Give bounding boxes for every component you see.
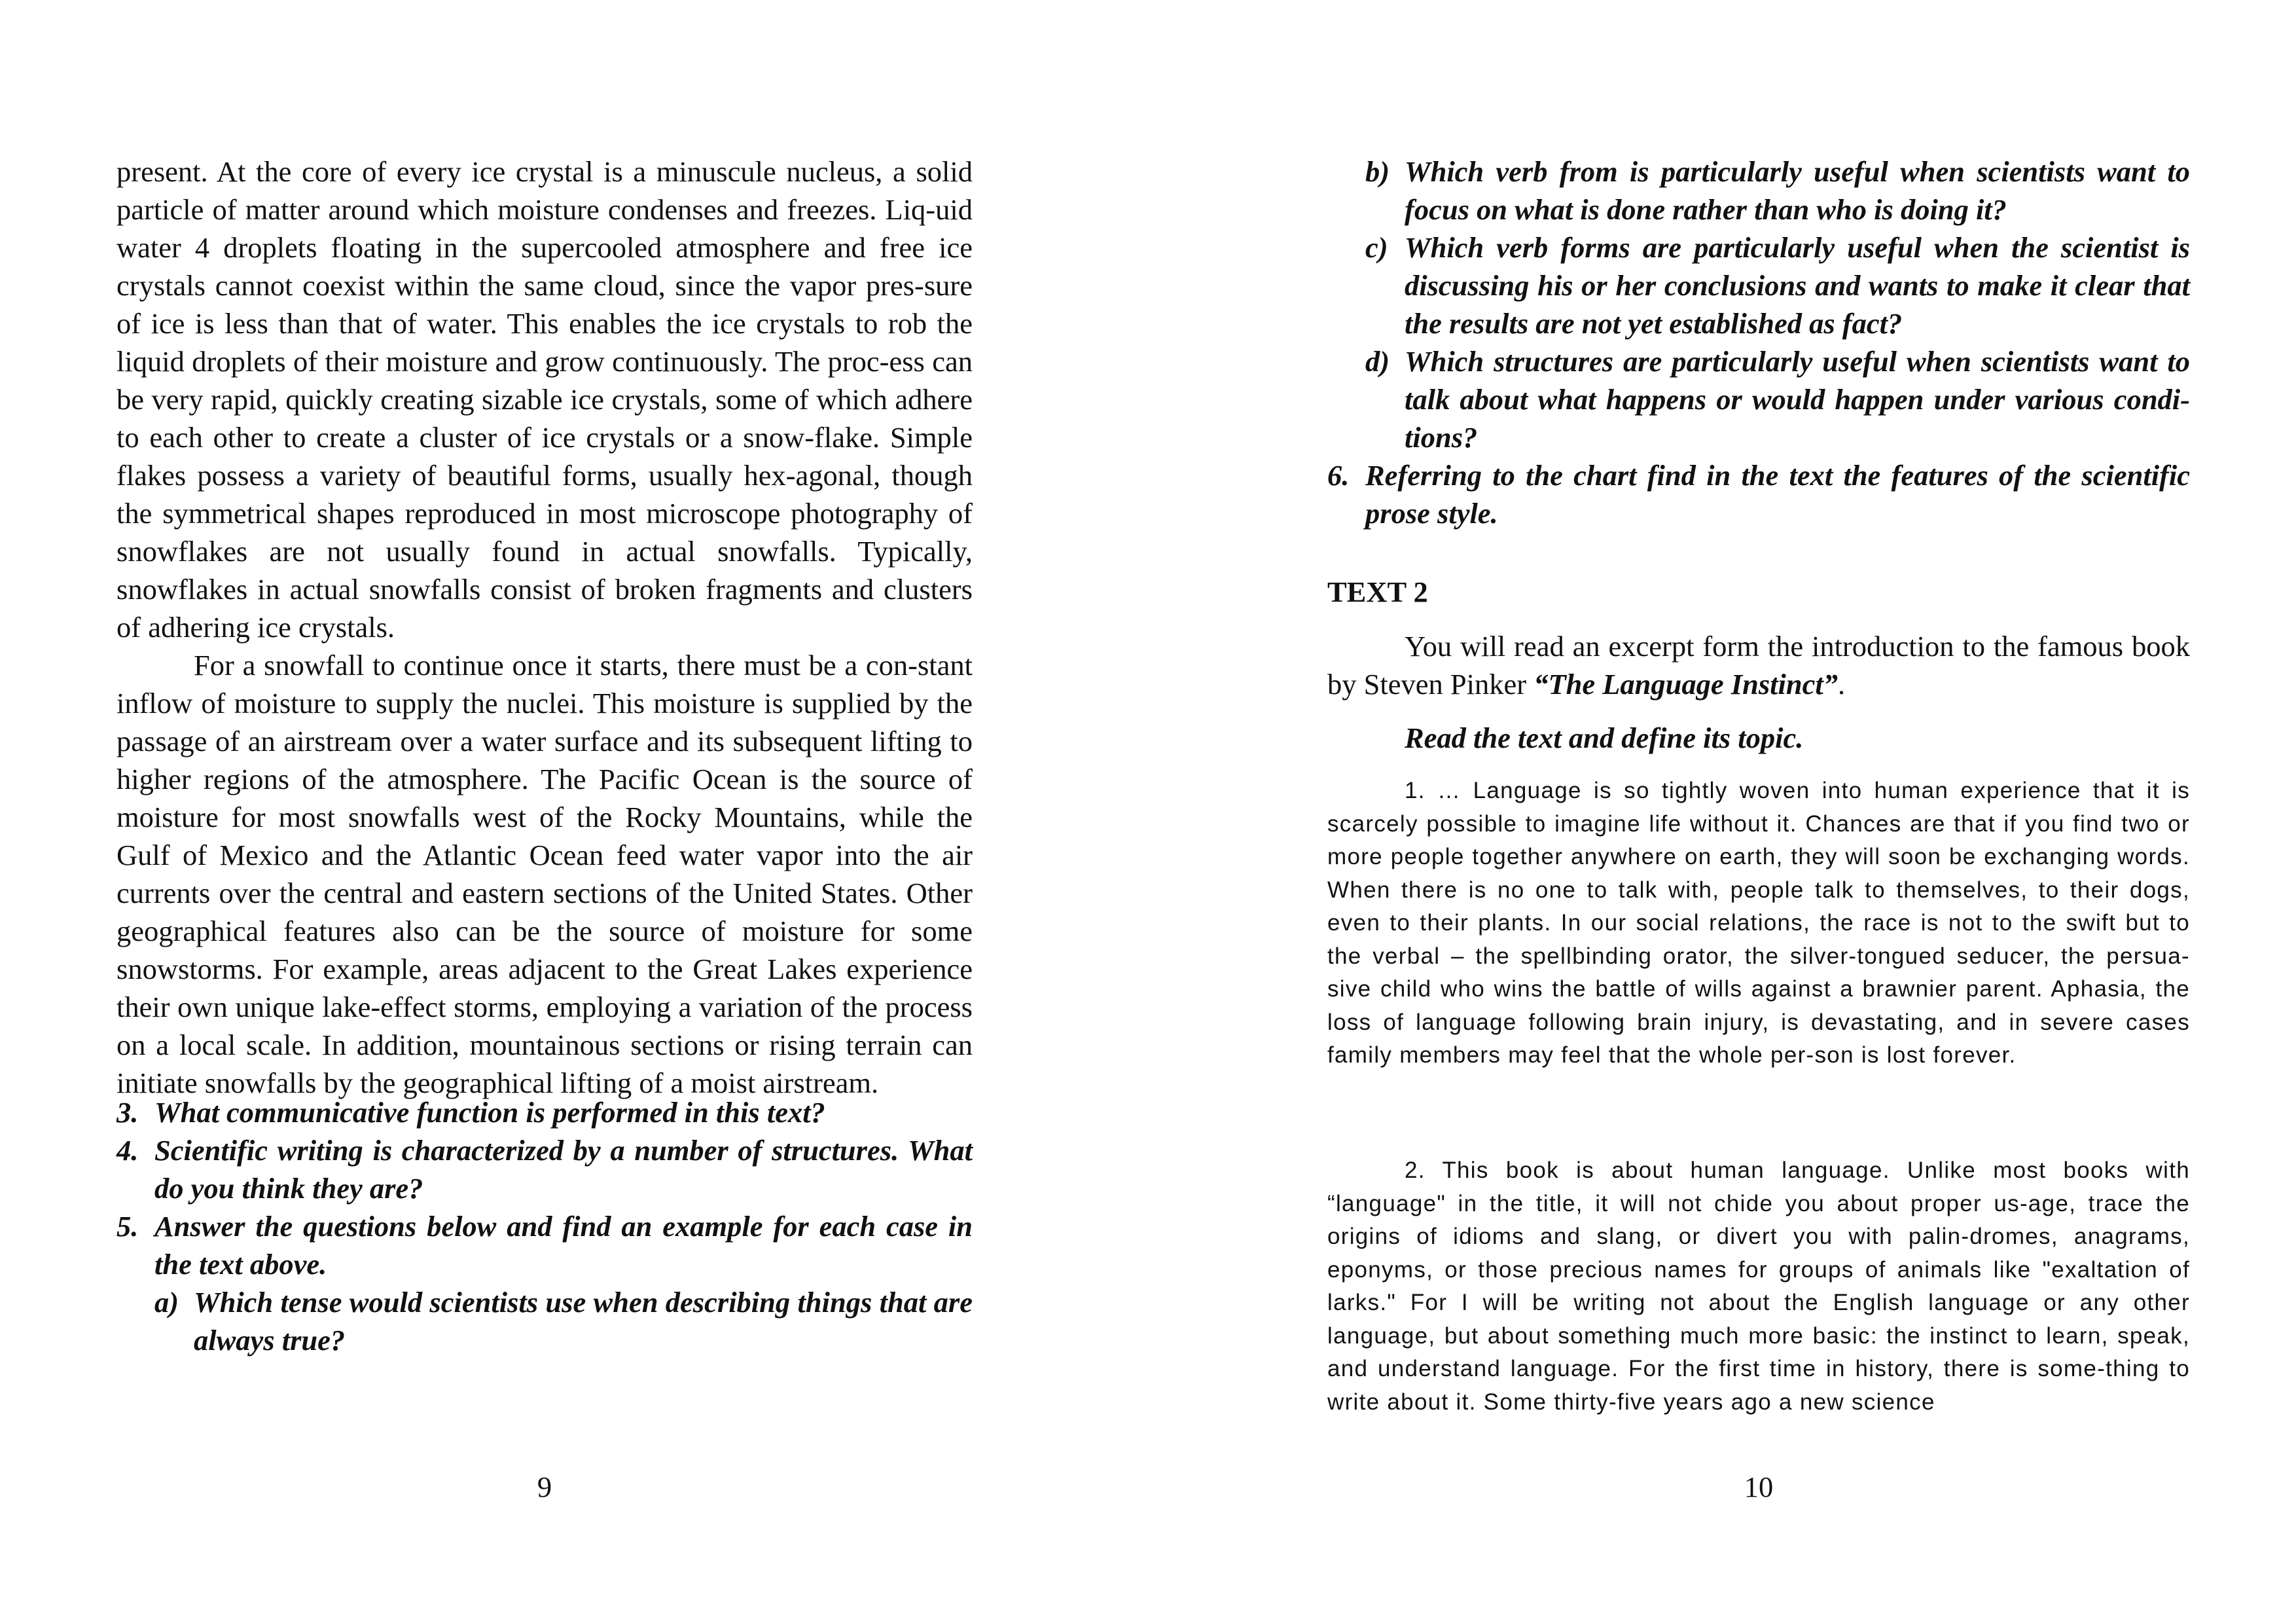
intro-paragraph — [1327, 627, 2190, 703]
question-5 — [117, 1207, 973, 1283]
sub-question-c — [1327, 228, 2190, 342]
sub-question-b — [1327, 153, 2190, 228]
task-instruction: Read the text and define its topic. — [1405, 721, 1804, 754]
question-4 — [117, 1131, 973, 1207]
question-6 — [1327, 456, 2190, 532]
question-number: 4. — [117, 1134, 139, 1167]
question-text: Answer the questions below and find an example for each case in the text above. — [154, 1210, 973, 1281]
paragraph-1: present. At the core of every ice crystal is a minuscule nucleus, a solid particle of matter around which moisture condenses and freezes. Liq-uid water 4 droplets floating in the supercooled atmosphere and free ice crystals cannot coexist within the same cloud, since the vapor pres-sure of ice is less than that of water. This enables the ice crystals to rob the liquid droplets of their moisture and grow continuously. The proc-ess can be very rapid, quickly creating sizable ice crystals, some of which adhere to each other to create a cluster of ice crystals or a snow-flake. Simple flakes possess a variety of beautiful forms, usually hex-agonal, though the symmetrical shapes reproduced in most microscope photography of snowflakes are not usually found in actual snowfalls. Typically, snowflakes in actual snowfalls consist of broken fragments and clusters of adhering ice crystals. — [117, 155, 973, 644]
excerpt-text: 1. … Language is so tightly woven into human experience that it is scarcely possible to imagine life without it. Chances are that if you find two or more people together anywhere on earth, they will soon be exchanging words. When there is no one to talk with, people talk to themselves, to their dogs, even to their plants. In our social relations, the race is not to the swift but to the verbal – the spellbinding orator, the silver-tongued seducer, the persua-sive child who wins the battle of wills against a brawnier parent. Aphasia, the loss of language following brain injury, is devastating, and in severe cases family members may feel that the whole per-son is lost forever. — [1327, 778, 2190, 1068]
section-heading: TEXT 2 — [1327, 575, 1428, 608]
question-text: Referring to the chart find in the text the features of the scientific prose style. — [1365, 459, 2190, 530]
right-page — [1327, 0, 2190, 1623]
question-text: Scientific writing is characterized by a number of structures. What do you think they are? — [154, 1134, 973, 1205]
intro-end: . — [1838, 668, 1846, 701]
paragraph-2: For a snowfall to continue once it starts, there must be a con-stant inflow of moisture to supply the nuclei. This moisture is supplied by the passage of an airstream over a water surface and its subsequent lifting to higher regions of the atmosphere. The Pacific Ocean is the source of moisture for most snowfalls west of the Rocky Mountains, while the Gulf of Mexico and the Atlantic Ocean feed water vapor into the air currents over the central and eastern sections of the United States. Other geographical features also can be the source of moisture for some snowstorms. For example, areas adjacent to the Great Lakes experience their own unique lake-effect storms, employing a variation of the process on a local scale. In addition, mountainous sections or rising terrain can initiate snowfalls by the geographical lifting of a moist airstream. — [117, 649, 973, 1099]
sub-question-a — [117, 1283, 973, 1359]
page-number: 9 — [537, 1470, 552, 1503]
sub-question-text: Which structures are particularly useful when scientists want to talk about what happens or would happen under various condi-tions? — [1405, 345, 2190, 454]
sub-question-text: Which tense would scientists use when describing things that are always true? — [194, 1286, 973, 1357]
question-list — [117, 1093, 973, 1359]
sub-question-letter: b) — [1365, 155, 1390, 188]
question-3 — [117, 1093, 973, 1131]
sub-question-letter: d) — [1365, 345, 1390, 378]
snowfall-text — [117, 153, 973, 1102]
question-list-continued — [1327, 153, 2190, 532]
excerpt-paragraph-1 — [1327, 775, 2190, 1072]
excerpt-paragraph-2 — [1327, 1154, 2190, 1419]
page-number: 10 — [1744, 1470, 1774, 1503]
sub-question-d — [1327, 342, 2190, 456]
sub-question-letter: c) — [1365, 231, 1388, 264]
intro-text: You will read an excerpt form the introduction to the famous book by Steven Pinker — [1327, 630, 2190, 701]
sub-question-letter: a) — [154, 1286, 179, 1319]
excerpt-text: 2. This book is about human language. Unlike most books with “language" in the title, it will not chide you about proper us-age, trace the origins of idioms and slang, or divert you with palin-dromes, anagrams, eponyms, or those precious names for groups of animals like "exaltation of larks." For I will be writing not about the English language or any other language, but about something much more basic: the instinct to learn, speak, and understand language. For the first time in history, there is some-thing to write about it. Some thirty-five years ago a new science — [1327, 1158, 2190, 1415]
sub-question-text: Which verb forms are particularly useful when the scientist is discussing his or her conclusions and wants to make it clear that the results are not yet established as fact? — [1405, 231, 2190, 340]
sub-question-text: Which verb from is particularly useful when scientists want to focus on what is done rather than who is doing it? — [1405, 155, 2190, 226]
question-number: 5. — [117, 1210, 139, 1243]
question-number: 3. — [117, 1096, 139, 1129]
left-page — [117, 0, 973, 1623]
question-number: 6. — [1327, 459, 1350, 492]
book-title: “The Language Instinct” — [1534, 668, 1839, 701]
question-text: What communicative function is performed in this text? — [154, 1096, 825, 1129]
